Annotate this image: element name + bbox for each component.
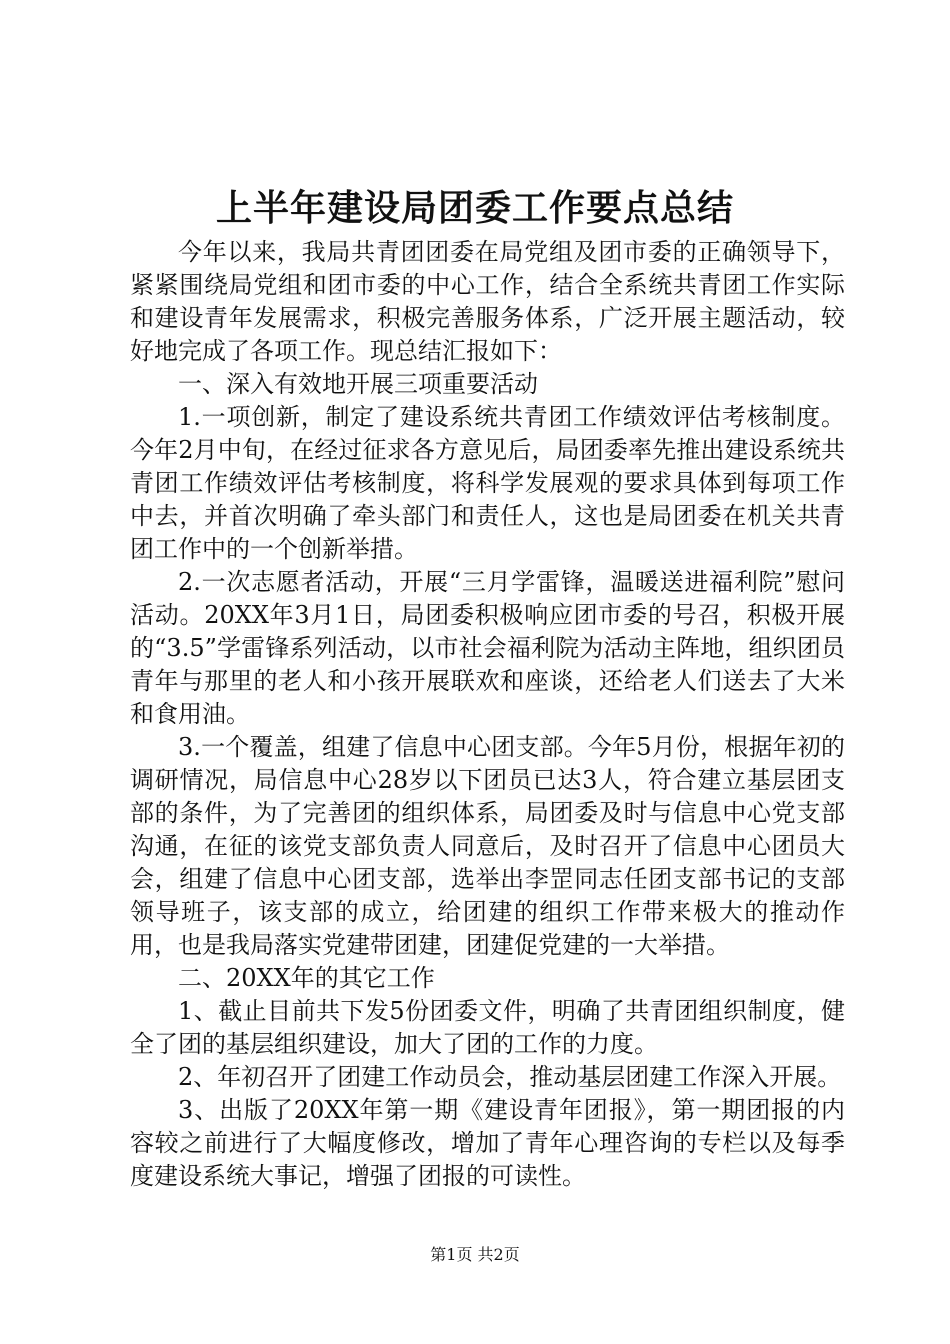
paragraph-other-1: 1、截止目前共下发5份团委文件，明确了共青团组织制度，健全了团的基层组织建设，加大了团的工作的力度。 [130,997,845,1058]
intro-paragraph: 今年以来，我局共青团团委在局党组及团市委的正确领导下，紧紧围绕局党组和团市委的中心工作，结合全系统共青团工作实际和建设青年发展需求，积极完善服务体系，广泛开展主题活动，较好地完成了各项工作。现总结汇报如下： [130,238,845,365]
paragraph-item-1: 1.一项创新，制定了建设系统共青团工作绩效评估考核制度。今年2月中旬，在经过征求各方意见后，局团委率先推出建设系统共青团工作绩效评估考核制度，将科学发展观的要求具体到每项工作中去，并首次明确了牵头部门和责任人，这也是局团委在机关共青团工作中的一个创新举措。 [130,403,845,563]
page-footer: 第1页 共2页 [430,1245,520,1264]
section-heading-2: 二、20XX年的其它工作 [178,964,435,992]
paragraph-other-3: 3、出版了20XX年第一期《建设青年团报》，第一期团报的内容较之前进行了大幅度修改，增加了青年心理咨询的专栏以及每季度建设系统大事记，增强了团报的可读性。 [130,1096,845,1190]
paragraph-other-2: 2、年初召开了团建工作动员会，推动基层团建工作深入开展。 [178,1063,842,1091]
paragraph-item-3: 3.一个覆盖，组建了信息中心团支部。今年5月份，根据年初的调研情况，局信息中心28岁以下团员已达3人，符合建立基层团支部的条件，为了完善团的组织体系，局团委及时与信息中心党支部沟通，在征的该党支部负责人同意后，及时召开了信息中心团员大会，组建了信息中心团支部，选举出李罡同志任团支部书记的支部领导班子，该支部的成立，给团建的组织工作带来极大的推动作用，也是我局落实党建带团建，团建促党建的一大举措。 [130,733,845,959]
paragraph-item-2: 2.一次志愿者活动，开展“三月学雷锋，温暖送进福利院”慰问活动。20XX年3月1日，局团委积极响应团市委的号召，积极开展的“3.5”学雷锋系列活动，以市社会福利院为活动主阵地，组织团员青年与那里的老人和小孩开展联欢和座谈，还给老人们送去了大米和食用油。 [130,568,845,728]
document-body [130,236,845,1193]
document-title: 上半年建设局团委工作要点总结 [215,187,734,229]
section-heading-1: 一、深入有效地开展三项重要活动 [178,370,538,398]
